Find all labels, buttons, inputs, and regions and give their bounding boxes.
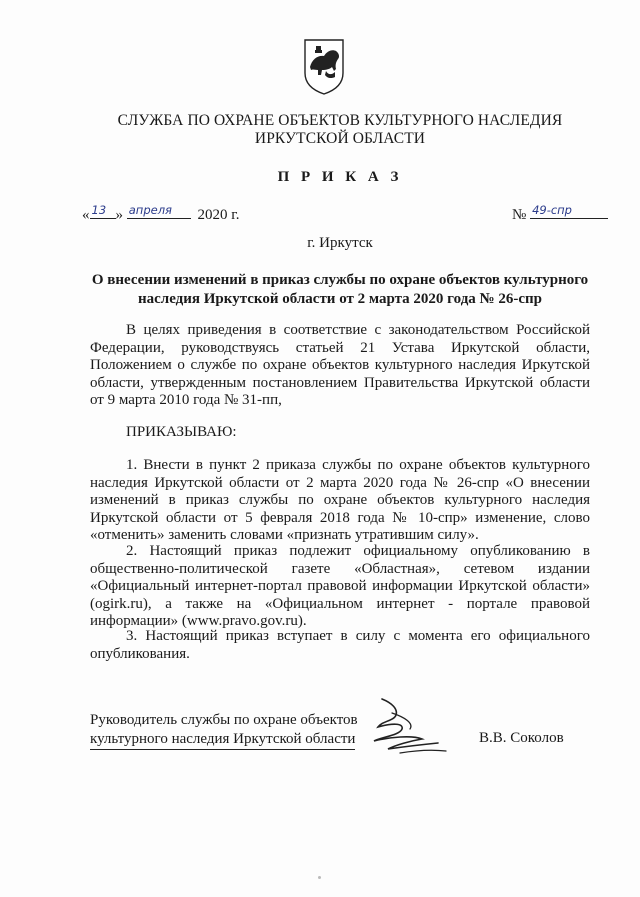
number-handwritten: 49-спр — [532, 203, 572, 217]
order-item-1: 1. Внести в пункт 2 приказа службы по охране объектов культурного наследия Иркутской области от 2 марта 2020 года № 26-спр «О внесении изменений в приказ службы по охране объектов культурного наследия Иркутской области от 5 февраля 2018 года № 10-спр» изменение, слово «отменить» заменить словами «признать утратившим силу». — [90, 457, 590, 544]
order-item-3: 3. Настоящий приказ вступает в силу с момента его официального опубликования. — [90, 628, 590, 662]
organization-name-line2: ИРКУТСКОЙ ОБЛАСТИ — [254, 130, 426, 147]
signatory-position-line2: культурного наследия Иркутской области — [90, 730, 355, 750]
date-close-quote: » — [115, 207, 123, 223]
date-day-field — [90, 203, 116, 219]
preamble-paragraph: В целях приведения в соответствие с законодательством Российской Федерации, руководствуясь статьей 21 Устава Иркутской области, Положением о службе по охране объектов культурного наследия Иркутской области, утвержденным постановлением Правительства Иркутской области от 9 марта 2010 года № 31-пп, — [90, 322, 590, 409]
document-type-title: П Р И К А З — [277, 169, 403, 185]
coat-of-arms-emblem — [302, 37, 346, 95]
date-month-handwritten: апреля — [128, 203, 172, 217]
signatory-name: В.В. Соколов — [479, 730, 564, 746]
number-field — [530, 203, 608, 219]
date-year: 2020 г. — [197, 207, 240, 223]
signatory-position-line1: Руководитель службы по охране объектов — [90, 712, 358, 728]
organization-name-line1: СЛУЖБА ПО ОХРАНЕ ОБЪЕКТОВ КУЛЬТУРНОГО НАСЛЕДИЯ — [117, 112, 563, 129]
date-month-field — [127, 203, 191, 219]
number-prefix: № — [512, 207, 527, 223]
handwritten-signature — [352, 693, 452, 763]
signatory-position — [90, 711, 358, 750]
city: г. Иркутск — [307, 235, 373, 251]
order-item-2: 2. Настоящий приказ подлежит официальному опубликованию в общественно-политической газете «Областная», сетевом издании «Официальный интернет-портал правовой информации Иркутской области» (ogirk.ru), а также на «Официальном интернет - портале правовой информации» (www.pravo.gov.ru). — [90, 543, 590, 630]
document-number — [512, 203, 608, 224]
date-open-quote: « — [82, 207, 90, 223]
order-heading: ПРИКАЗЫВАЮ: — [126, 424, 237, 440]
date-day-handwritten: 13 — [91, 203, 107, 217]
document-subject: О внесении изменений в приказ службы по охране объектов культурного наследия Иркутской области от 2 марта 2020 года № 26-спр — [91, 272, 589, 307]
document-date — [82, 203, 239, 224]
scan-speck — [318, 876, 321, 879]
